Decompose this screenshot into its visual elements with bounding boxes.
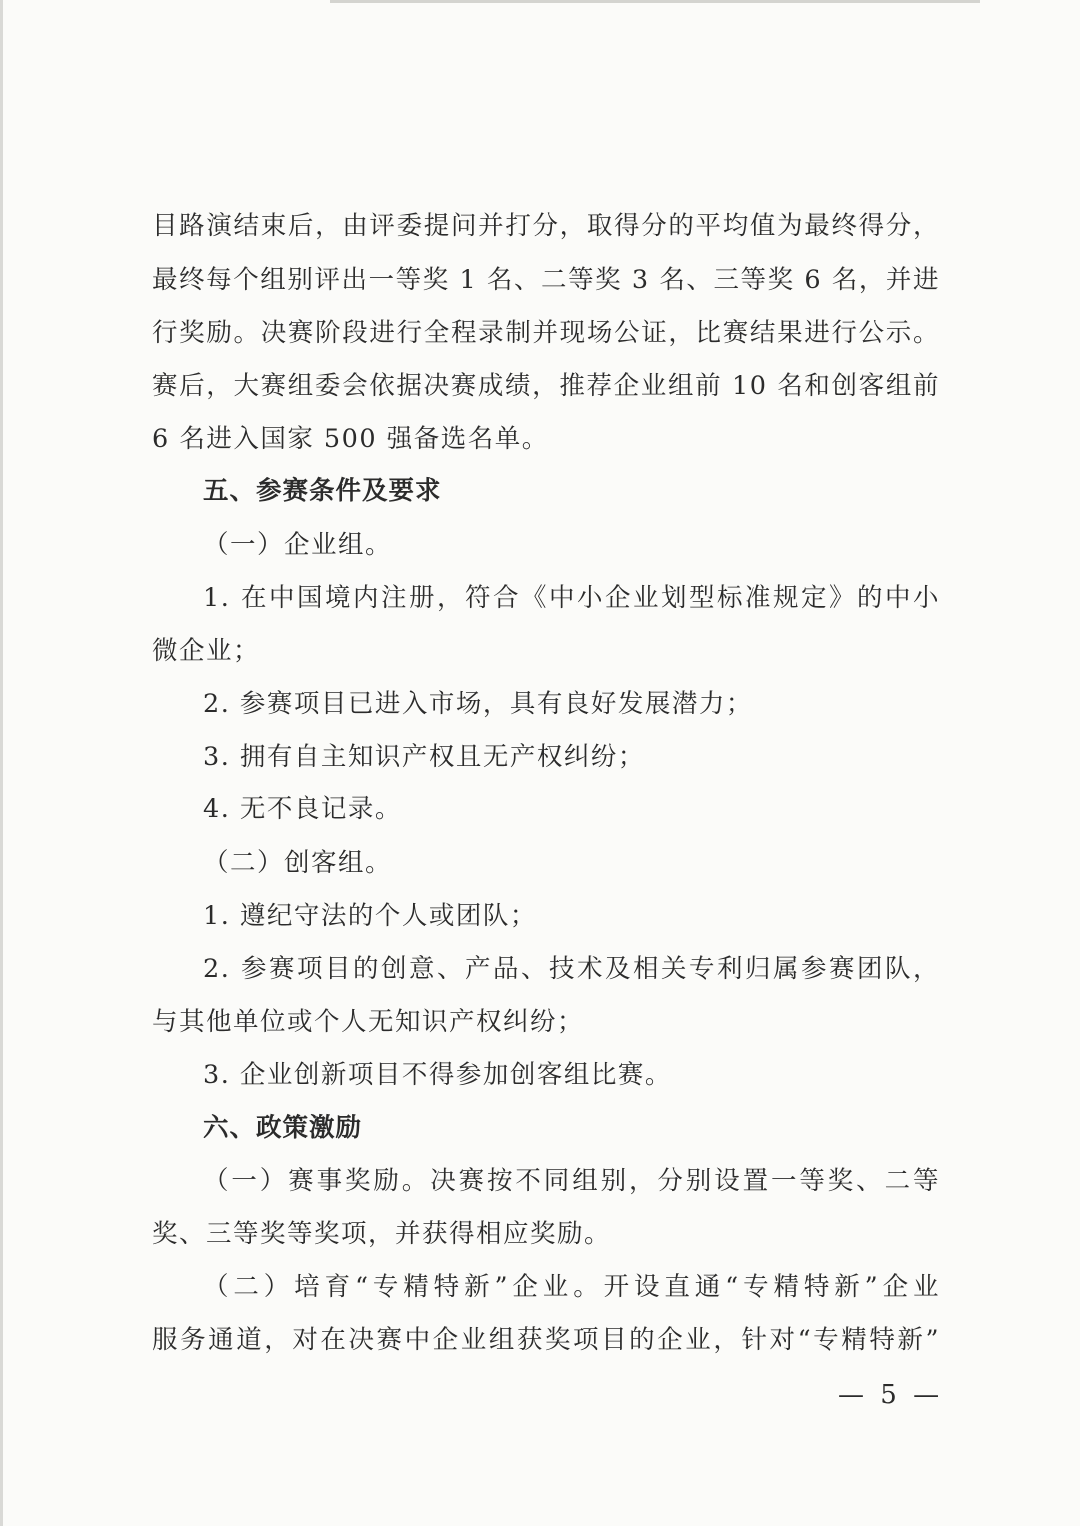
- body-line-5: 6 名进入国家 500 强备选名单。: [152, 424, 549, 454]
- page-number: — 5 —: [838, 1380, 944, 1410]
- scan-edge-left: [0, 0, 3, 1526]
- maker-item-1: 1. 遵纪守法的个人或团队；: [203, 901, 537, 931]
- incentive-1-cont: 奖、三等奖等奖项，并获得相应奖励。: [152, 1219, 612, 1249]
- subheading-enterprise-group: （一）企业组。: [203, 530, 393, 560]
- incentive-2-cont: 服务通道，对在决赛中企业组获奖项目的企业，针对“专精特新”: [152, 1325, 940, 1355]
- section-heading-5: 五、参赛条件及要求: [203, 476, 442, 506]
- maker-item-3: 3. 企业创新项目不得参加创客组比赛。: [203, 1060, 672, 1090]
- body-line-1: 目路演结束后，由评委提问并打分，取得分的平均值为最终得分，: [152, 211, 940, 241]
- enterprise-item-2: 2. 参赛项目已进入市场，具有良好发展潜力；: [203, 689, 753, 719]
- incentive-1: （一）赛事奖励。决赛按不同组别，分别设置一等奖、二等: [203, 1166, 940, 1196]
- section-heading-6: 六、政策激励: [203, 1113, 363, 1143]
- subheading-maker-group: （二）创客组。: [203, 848, 393, 878]
- maker-item-2: 2. 参赛项目的创意、产品、技术及相关专利归属参赛团队，: [203, 954, 940, 984]
- body-line-2: 最终每个组别评出一等奖 1 名、二等奖 3 名、三等奖 6 名，并进: [152, 265, 940, 295]
- maker-item-2-cont: 与其他单位或个人无知识产权纠纷；: [152, 1007, 585, 1037]
- body-line-3: 行奖励。决赛阶段进行全程录制并现场公证，比赛结果进行公示。: [152, 318, 940, 348]
- incentive-2: （二）培育“专精特新”企业。开设直通“专精特新”企业: [203, 1272, 940, 1302]
- enterprise-item-1: 1. 在中国境内注册，符合《中小企业划型标准规定》的中小: [203, 583, 940, 613]
- body-line-4: 赛后，大赛组委会依据决赛成绩，推荐企业组前 10 名和创客组前: [152, 371, 940, 401]
- scan-edge-top: [330, 0, 980, 3]
- enterprise-item-1-cont: 微企业；: [152, 636, 261, 666]
- enterprise-item-3: 3. 拥有自主知识产权且无产权纠纷；: [203, 742, 645, 772]
- enterprise-item-4: 4. 无不良记录。: [203, 794, 402, 824]
